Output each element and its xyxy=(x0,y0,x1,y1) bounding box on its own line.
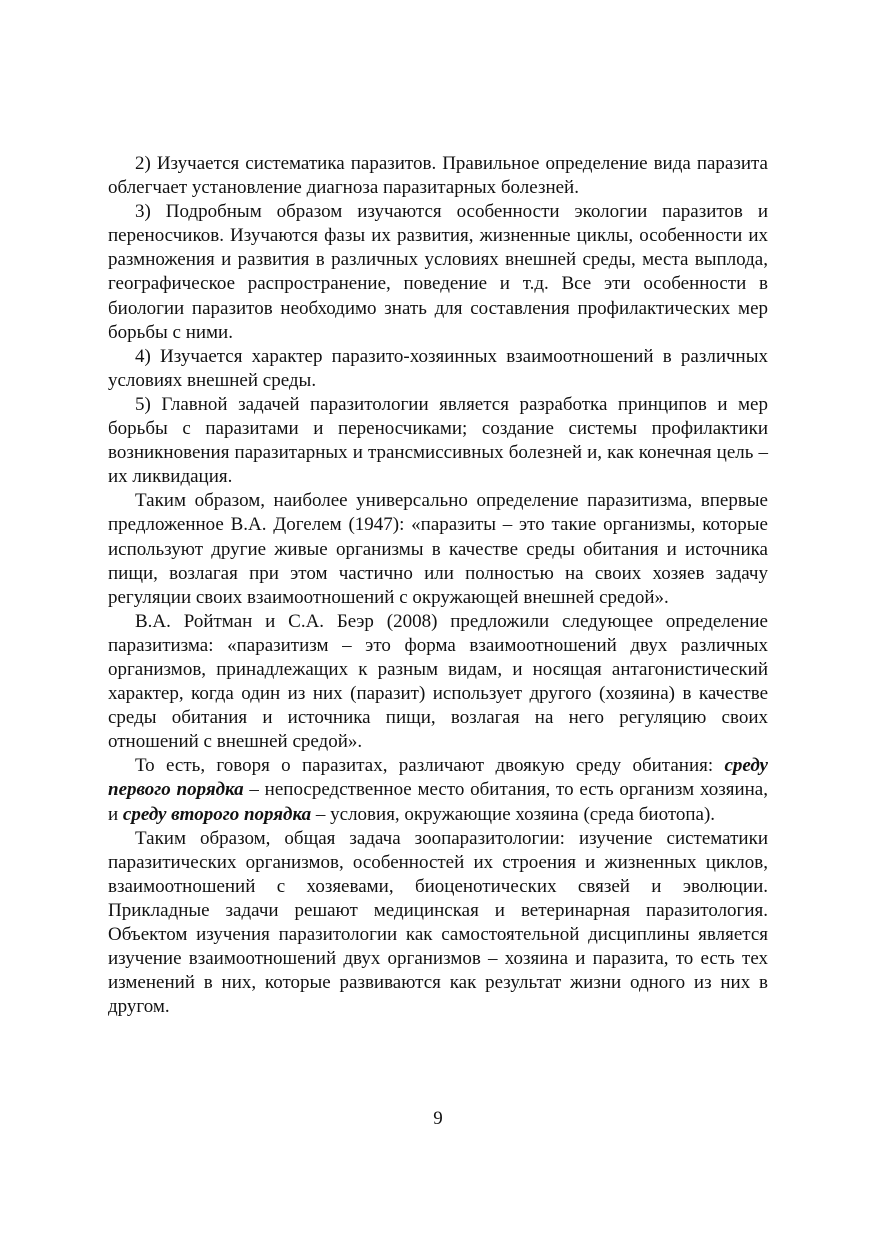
paragraph-2-systematics: 2) Изучается систематика паразитов. Правильное определение вида паразита облегчает установление диагноза паразитарных болезней. xyxy=(108,153,768,199)
term-second-order: среду второго порядка xyxy=(122,803,312,825)
paragraph-4-relations: 4) Изучается характер паразито-хозяинных взаимоотношений в различных условиях внешней среды. xyxy=(108,345,768,391)
habitat-text-3: – условия, окружающие хозяина (среда биотопа). xyxy=(311,803,716,825)
paragraph-3-ecology: 3) Подробным образом изучаются особенности экологии паразитов и переносчиков. Изучаются фазы их развития, жизненные циклы, особенности их размножения и развития в различных условиях внешней среды, места выплода, географическое распространение, поведение и т.д. Все эти особенности в биологии паразитов необходимо знать для составления профилактических мер борьбы с ними. xyxy=(108,201,768,343)
page-number: 9 xyxy=(433,1108,443,1129)
paragraph-5-main-task: 5) Главной задачей паразитологии является разработка принципов и мер борьбы с паразитами и переносчиками; создание системы профилактики возникновения паразитарных и трансмиссивных болезней и, как конечная цель – их ликвидация. xyxy=(108,393,768,488)
paragraph-zooparasitology-task: Таким образом, общая задача зоопаразитологии: изучение систематики паразитических организмов, особенностей их строения и жизненных циклов, взаимоотношений с хозяевами, биоценотических связей и эволюции. Прикладные задачи решают медицинская и ветеринарная паразитология. Объектом изучения паразитологии как самостоятельной дисциплины является изучение взаимоотношений двух организмов – хозяина и паразита, то есть тех изменений в них, которые развиваются как результат жизни одного из них в другом. xyxy=(108,827,768,1018)
habitat-text-1: То есть, говоря о паразитах, различают двоякую среду обитания: xyxy=(135,755,725,777)
term-first-order: среду первого порядка xyxy=(108,755,768,801)
habitat-text-2: – непосредственное место обитания, то есть организм хозяина, и xyxy=(108,779,768,825)
paragraph-habitat-orders xyxy=(108,754,768,826)
paragraph-dogiel-definition: Таким образом, наиболее универсально определение паразитизма, впервые предложенное В.А. Догелем (1947): «паразиты – это такие организмы, которые используют другие живые организмы в качестве среды обитания и источника пищи, возлагая при этом частично или полностью на своих хозяев задачу регуляции своих взаимоотношений с окружающей внешней средой». xyxy=(108,490,768,608)
page-body xyxy=(108,152,768,1019)
paragraph-roitman-beer-definition: В.А. Ройтман и С.А. Беэр (2008) предложили следующее определение паразитизма: «паразитизм – это форма взаимоотношений двух различных организмов, принадлежащих к разным видам, и носящая антагонистический характер, когда один из них (паразит) использует другого (хозяина) в качестве среды обитания и источника пищи, возлагая на него регуляцию своих отношений с внешней средой». xyxy=(108,610,768,753)
